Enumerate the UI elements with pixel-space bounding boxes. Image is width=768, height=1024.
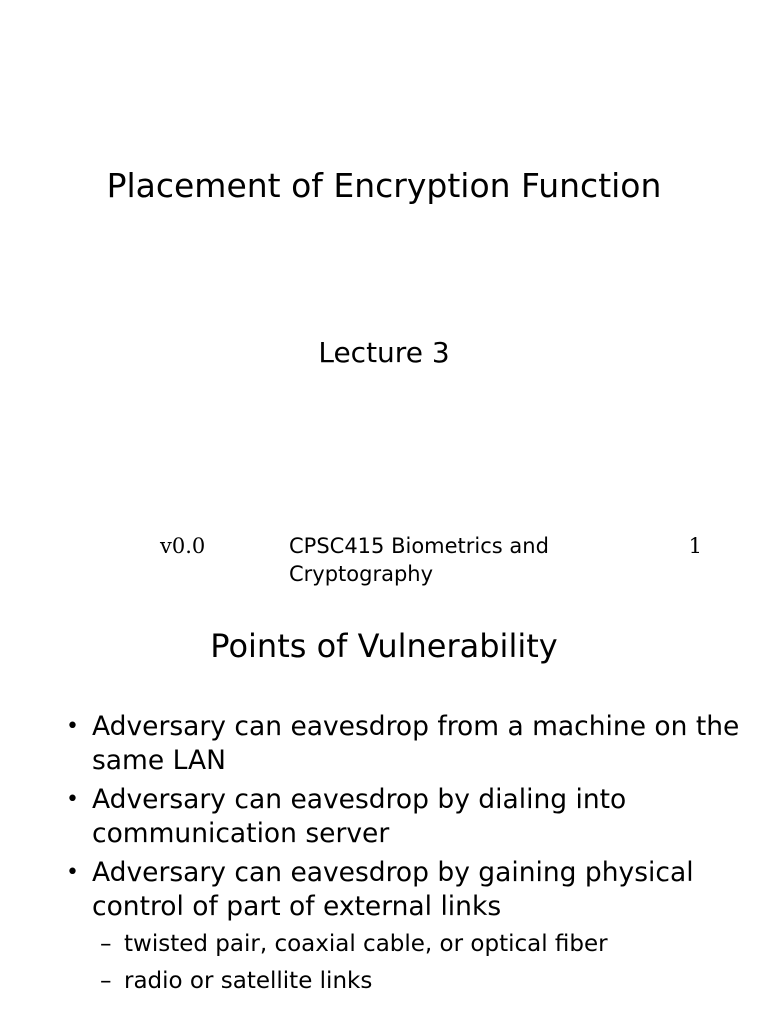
bullet-list bbox=[62, 710, 762, 1005]
bullet-item bbox=[62, 710, 762, 778]
footer-page-number: 1 bbox=[688, 534, 702, 558]
slide-title: Points of Vulnerability bbox=[210, 627, 558, 665]
slide-title: Placement of Encryption Function bbox=[106, 166, 662, 205]
bullet-dot-icon: • bbox=[66, 787, 79, 812]
dash-icon: – bbox=[100, 968, 112, 994]
footer-course: CPSC415 Biometrics and Cryptography bbox=[289, 534, 549, 586]
footer-version: v0.0 bbox=[160, 534, 206, 558]
bullet-text: Adversary can eavesdrop by dialing into communication server bbox=[92, 784, 627, 849]
sub-bullet-text: twisted pair, coaxial cable, or optical fiber bbox=[124, 931, 608, 957]
sub-bullet-list bbox=[92, 926, 762, 1000]
slide-2 bbox=[0, 586, 768, 1024]
dash-icon: – bbox=[100, 931, 112, 957]
bullet-item bbox=[62, 783, 762, 851]
bullet-text: Adversary can eavesdrop from a machine on the same LAN bbox=[92, 711, 740, 776]
slide-subtitle: Lecture 3 bbox=[318, 336, 450, 369]
sub-bullet-item bbox=[92, 963, 762, 1000]
sub-bullet-item bbox=[92, 926, 762, 963]
sub-bullet-text: radio or satellite links bbox=[124, 968, 373, 994]
bullet-dot-icon: • bbox=[66, 714, 79, 739]
bullet-item bbox=[62, 856, 762, 1000]
bullet-text: Adversary can eavesdrop by gaining physical control of part of external links bbox=[92, 857, 694, 922]
bullet-dot-icon: • bbox=[66, 860, 79, 885]
